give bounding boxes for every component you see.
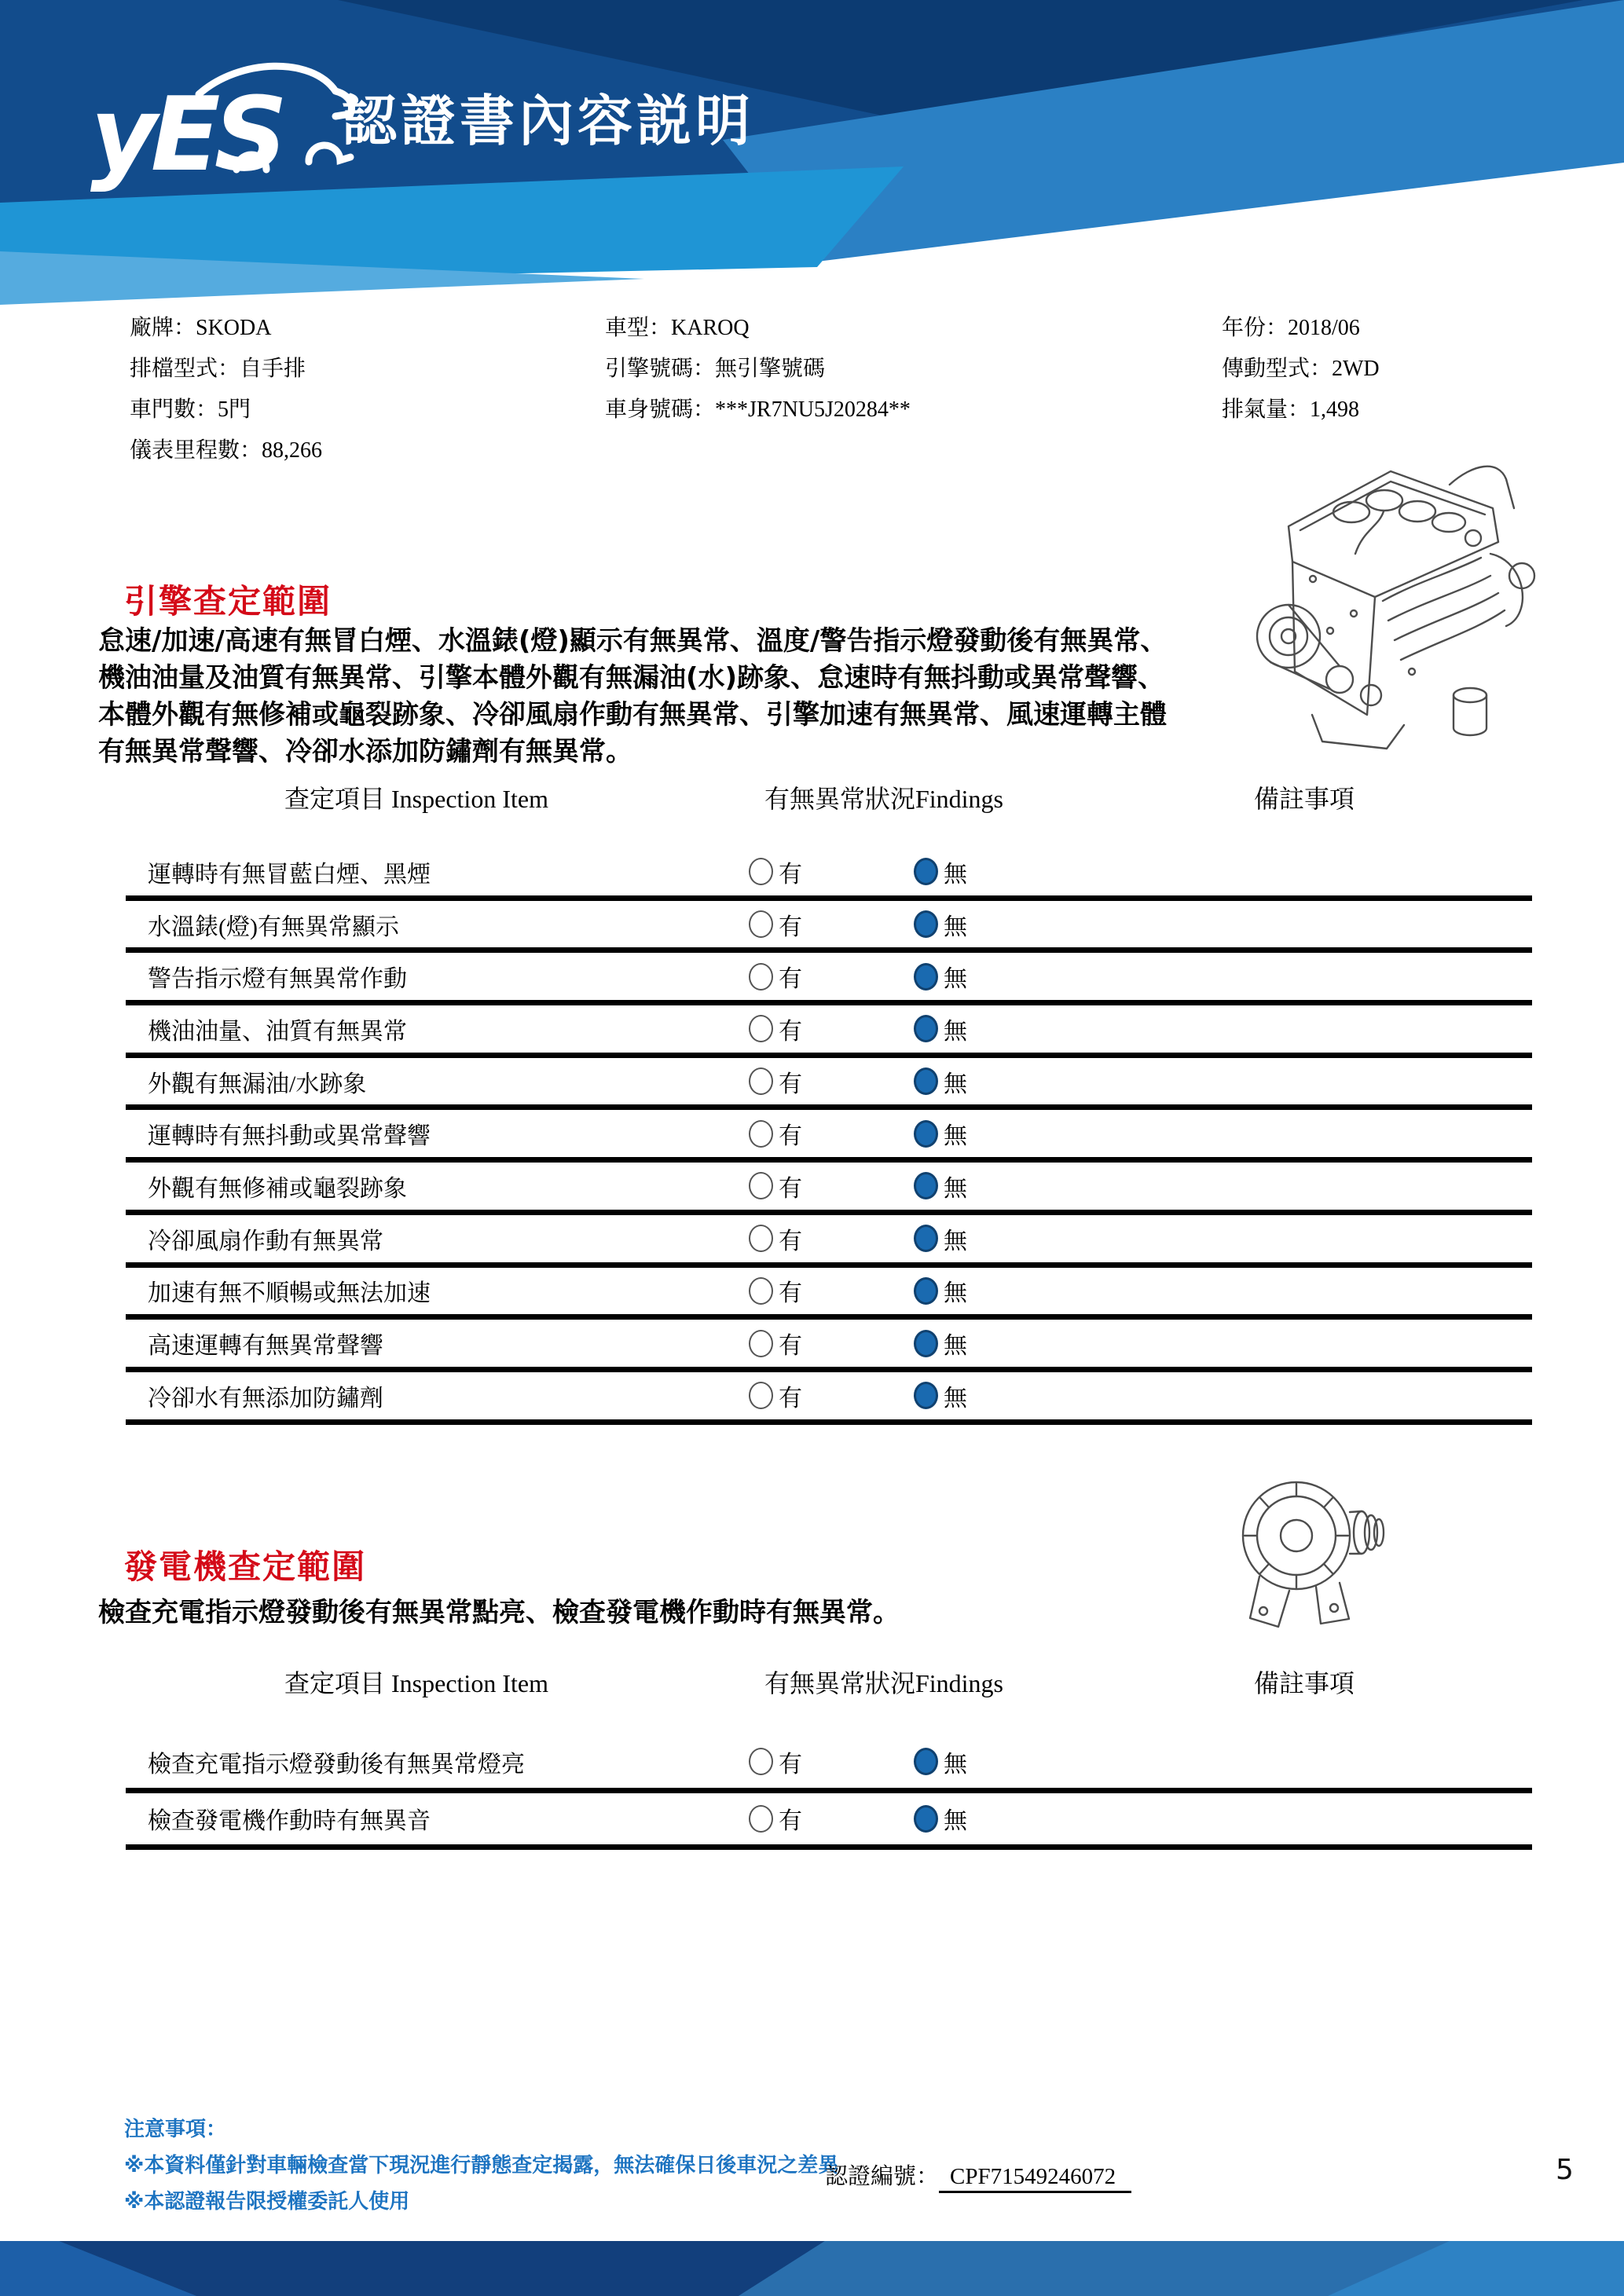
radio-yes-label: 有 [779,966,802,993]
table-row [126,901,1532,954]
radio-no-circle[interactable] [914,1067,938,1095]
info-doors: 車門數：5門 [130,397,251,422]
inspection-item-label: 冷卻水有無添加防鏽劑 [148,1385,383,1412]
radio-no-circle[interactable] [914,910,938,938]
radio-yes-circle[interactable] [749,1748,773,1775]
radio-yes[interactable] [749,1379,802,1413]
radio-no[interactable] [914,907,967,942]
radio-yes-label: 有 [779,1228,802,1254]
radio-yes[interactable] [749,1745,802,1779]
inspection-item-label: 檢查充電指示燈發動後有無異常燈亮 [148,1751,525,1778]
table-row [126,1215,1532,1268]
radio-yes-circle[interactable] [749,1805,773,1833]
radio-yes-circle[interactable] [749,1015,773,1042]
radio-yes-circle[interactable] [749,910,773,938]
info-model: 車型：KAROQ [605,316,750,340]
vehicle-info-column-2 [605,308,911,430]
engine-desc-line: 本體外觀有無修補或龜裂跡象、冷卻風扇作動有無異常、引擎加速有無異常、風速運轉主體 [98,699,1167,731]
note-line: ※本認證報告限授權委託人使用 [124,2190,410,2214]
radio-no-label: 無 [944,1808,967,1835]
radio-no[interactable] [914,1012,967,1046]
radio-yes[interactable] [749,1221,802,1256]
radio-yes-label: 有 [779,1175,802,1202]
yes-logo [82,38,357,203]
page-number: 5 [1556,2154,1574,2186]
radio-no-circle[interactable] [914,1382,938,1409]
radio-yes-label: 有 [779,1280,802,1307]
radio-no-circle[interactable] [914,1330,938,1357]
radio-no[interactable] [914,1745,967,1779]
radio-no[interactable] [914,1116,967,1151]
radio-yes[interactable] [749,1273,802,1308]
radio-no[interactable] [914,1801,967,1836]
radio-no-label: 無 [944,1228,967,1254]
generator-table-rows [126,1736,1532,1850]
radio-yes-circle[interactable] [749,1382,773,1409]
radio-no-circle[interactable] [914,963,938,991]
page-title: 認證書內容説明 [342,89,754,153]
radio-no-circle[interactable] [914,1172,938,1199]
inspection-item-label: 水溫錶(燈)有無異常顯示 [148,914,399,940]
radio-no-label: 無 [944,1018,967,1045]
radio-yes-circle[interactable] [749,963,773,991]
table-row [126,1058,1532,1111]
inspection-item-label: 機油油量、油質有無異常 [148,1018,407,1045]
radio-no[interactable] [914,1064,967,1099]
radio-no-label: 無 [944,914,967,940]
generator-section-description [98,1595,1253,1631]
radio-yes[interactable] [749,907,802,942]
inspection-item-label: 外觀有無修補或龜裂跡象 [148,1175,407,1202]
info-mileage: 儀表里程數：88,266 [130,438,323,463]
info-vin: 車身號碼：***JR7NU5J20284** [605,397,911,422]
inspection-item-label: 加速有無不順暢或無法加速 [148,1280,431,1307]
footer-notes [124,2111,838,2220]
radio-yes-circle[interactable] [749,858,773,885]
table-row [126,1320,1532,1372]
radio-yes-label: 有 [779,861,802,888]
radio-no[interactable] [914,1169,967,1203]
radio-no-label: 無 [944,1123,967,1150]
radio-yes[interactable] [749,1326,802,1360]
notes-title: 注意事項： [124,2118,227,2141]
radio-no-circle[interactable] [914,1225,938,1252]
radio-no-label: 無 [944,1175,967,1202]
radio-yes-label: 有 [779,1751,802,1778]
radio-yes-circle[interactable] [749,1067,773,1095]
inspection-item-label: 高速運轉有無異常聲響 [148,1333,383,1360]
certificate-number-label: 認證編號： [825,2164,940,2189]
radio-no-label: 無 [944,861,967,888]
generator-illustration [1222,1457,1395,1657]
inspection-item-label: 運轉時有無抖動或異常聲響 [148,1123,431,1150]
column-header-item: 查定項目 Inspection Item [284,1669,548,1697]
generator-inspection-table [126,1664,1532,1850]
generator-desc-line: 檢查充電指示燈發動後有無異常點亮、檢查發電機作動時有無異常。 [98,1597,900,1628]
info-displacement: 排氣量：1,498 [1222,397,1360,422]
inspection-item-label: 外觀有無漏油/水跡象 [148,1071,367,1097]
radio-yes-circle[interactable] [749,1172,773,1199]
table-row [126,1005,1532,1058]
radio-no-label: 無 [944,1071,967,1097]
column-header-remarks: 備註事項 [1253,1669,1355,1697]
table-row [126,1372,1532,1425]
info-drivetrain: 傳動型式：2WD [1222,357,1380,381]
radio-no[interactable] [914,959,967,994]
radio-yes-label: 有 [779,914,802,940]
radio-yes[interactable] [749,959,802,994]
note-line: ※本資料僅針對車輛檢查當下現況進行靜態查定揭露，無法確保日後車況之差異 [124,2154,839,2177]
column-header-findings: 有無異常狀況Findings [764,785,1004,813]
radio-no[interactable] [914,1221,967,1256]
radio-yes[interactable] [749,1012,802,1046]
radio-yes-label: 有 [779,1018,802,1045]
table-row [126,1110,1532,1163]
inspection-item-label: 運轉時有無冒藍白煙、黑煙 [148,861,431,888]
engine-inspection-table [126,779,1532,1425]
engine-desc-line: 有無異常聲響、冷卻水添加防鏽劑有無異常。 [98,736,632,767]
radio-no-circle[interactable] [914,1805,938,1833]
radio-yes[interactable] [749,855,802,889]
radio-no-label: 無 [944,966,967,993]
column-header-item: 查定項目 Inspection Item [284,785,548,813]
engine-table-header [126,779,1532,834]
radio-yes-circle[interactable] [749,1225,773,1252]
radio-no-label: 無 [944,1280,967,1307]
vehicle-info-column-1 [130,308,322,471]
header-banner [0,0,1624,330]
radio-yes-circle[interactable] [749,1330,773,1357]
engine-section-description [98,623,1253,771]
table-row [126,1163,1532,1215]
certificate-number-line [825,2159,1131,2191]
radio-no[interactable] [914,855,967,889]
column-header-findings: 有無異常狀況Findings [764,1669,1004,1697]
radio-yes-circle[interactable] [749,1120,773,1148]
engine-desc-line: 怠速/加速/高速有無冒白煙、水溫錶(燈)顯示有無異常、溫度/警告指示燈發動後有無異常、 [98,625,1168,657]
radio-yes-circle[interactable] [749,1277,773,1305]
engine-section-heading: 引擎查定範圍 [124,582,332,621]
radio-no-circle[interactable] [914,1748,938,1775]
engine-desc-line: 機油油量及油質有無異常、引擎本體外觀有無漏油(水)跡象、怠速時有無抖動或異常聲響、 [98,662,1165,694]
info-gearbox: 排檔型式：自手排 [130,357,306,381]
vehicle-info-column-3 [1222,308,1380,430]
inspection-item-label: 檢查發電機作動時有無異音 [148,1808,431,1835]
radio-no[interactable] [914,1379,967,1413]
radio-yes-label: 有 [779,1071,802,1097]
table-row [126,848,1532,901]
radio-yes[interactable] [749,1116,802,1151]
radio-yes[interactable] [749,1169,802,1203]
radio-yes[interactable] [749,1064,802,1099]
info-brand: 廠牌：SKODA [130,316,272,340]
radio-no-circle[interactable] [914,1015,938,1042]
radio-no-circle[interactable] [914,1120,938,1148]
engine-table-rows [126,848,1532,1425]
footer-stripe [0,2241,1624,2296]
radio-no-label: 無 [944,1333,967,1360]
generator-table-header [126,1664,1532,1719]
radio-yes[interactable] [749,1801,802,1836]
radio-no[interactable] [914,1326,967,1360]
engine-illustration [1214,436,1552,766]
column-header-remarks: 備註事項 [1253,785,1355,813]
table-row [126,953,1532,1005]
radio-no-label: 無 [944,1385,967,1412]
certificate-number-value: CPF71549246072 [939,2164,1131,2193]
generator-section-heading: 發電機查定範圍 [124,1547,367,1586]
radio-no-circle[interactable] [914,858,938,885]
radio-no[interactable] [914,1273,967,1308]
radio-yes-label: 有 [779,1385,802,1412]
inspection-item-label: 冷卻風扇作動有無異常 [148,1228,383,1254]
inspection-item-label: 警告指示燈有無異常作動 [148,966,407,993]
table-row [126,1793,1532,1851]
info-engine-no: 引擎號碼：無引擎號碼 [605,357,826,381]
radio-no-circle[interactable] [914,1277,938,1305]
table-row [126,1268,1532,1320]
svg-text:yES: yES [90,75,282,194]
radio-yes-label: 有 [779,1808,802,1835]
info-year: 年份：2018/06 [1222,316,1360,340]
radio-no-label: 無 [944,1751,967,1778]
radio-yes-label: 有 [779,1333,802,1360]
table-row [126,1736,1532,1793]
radio-yes-label: 有 [779,1123,802,1150]
